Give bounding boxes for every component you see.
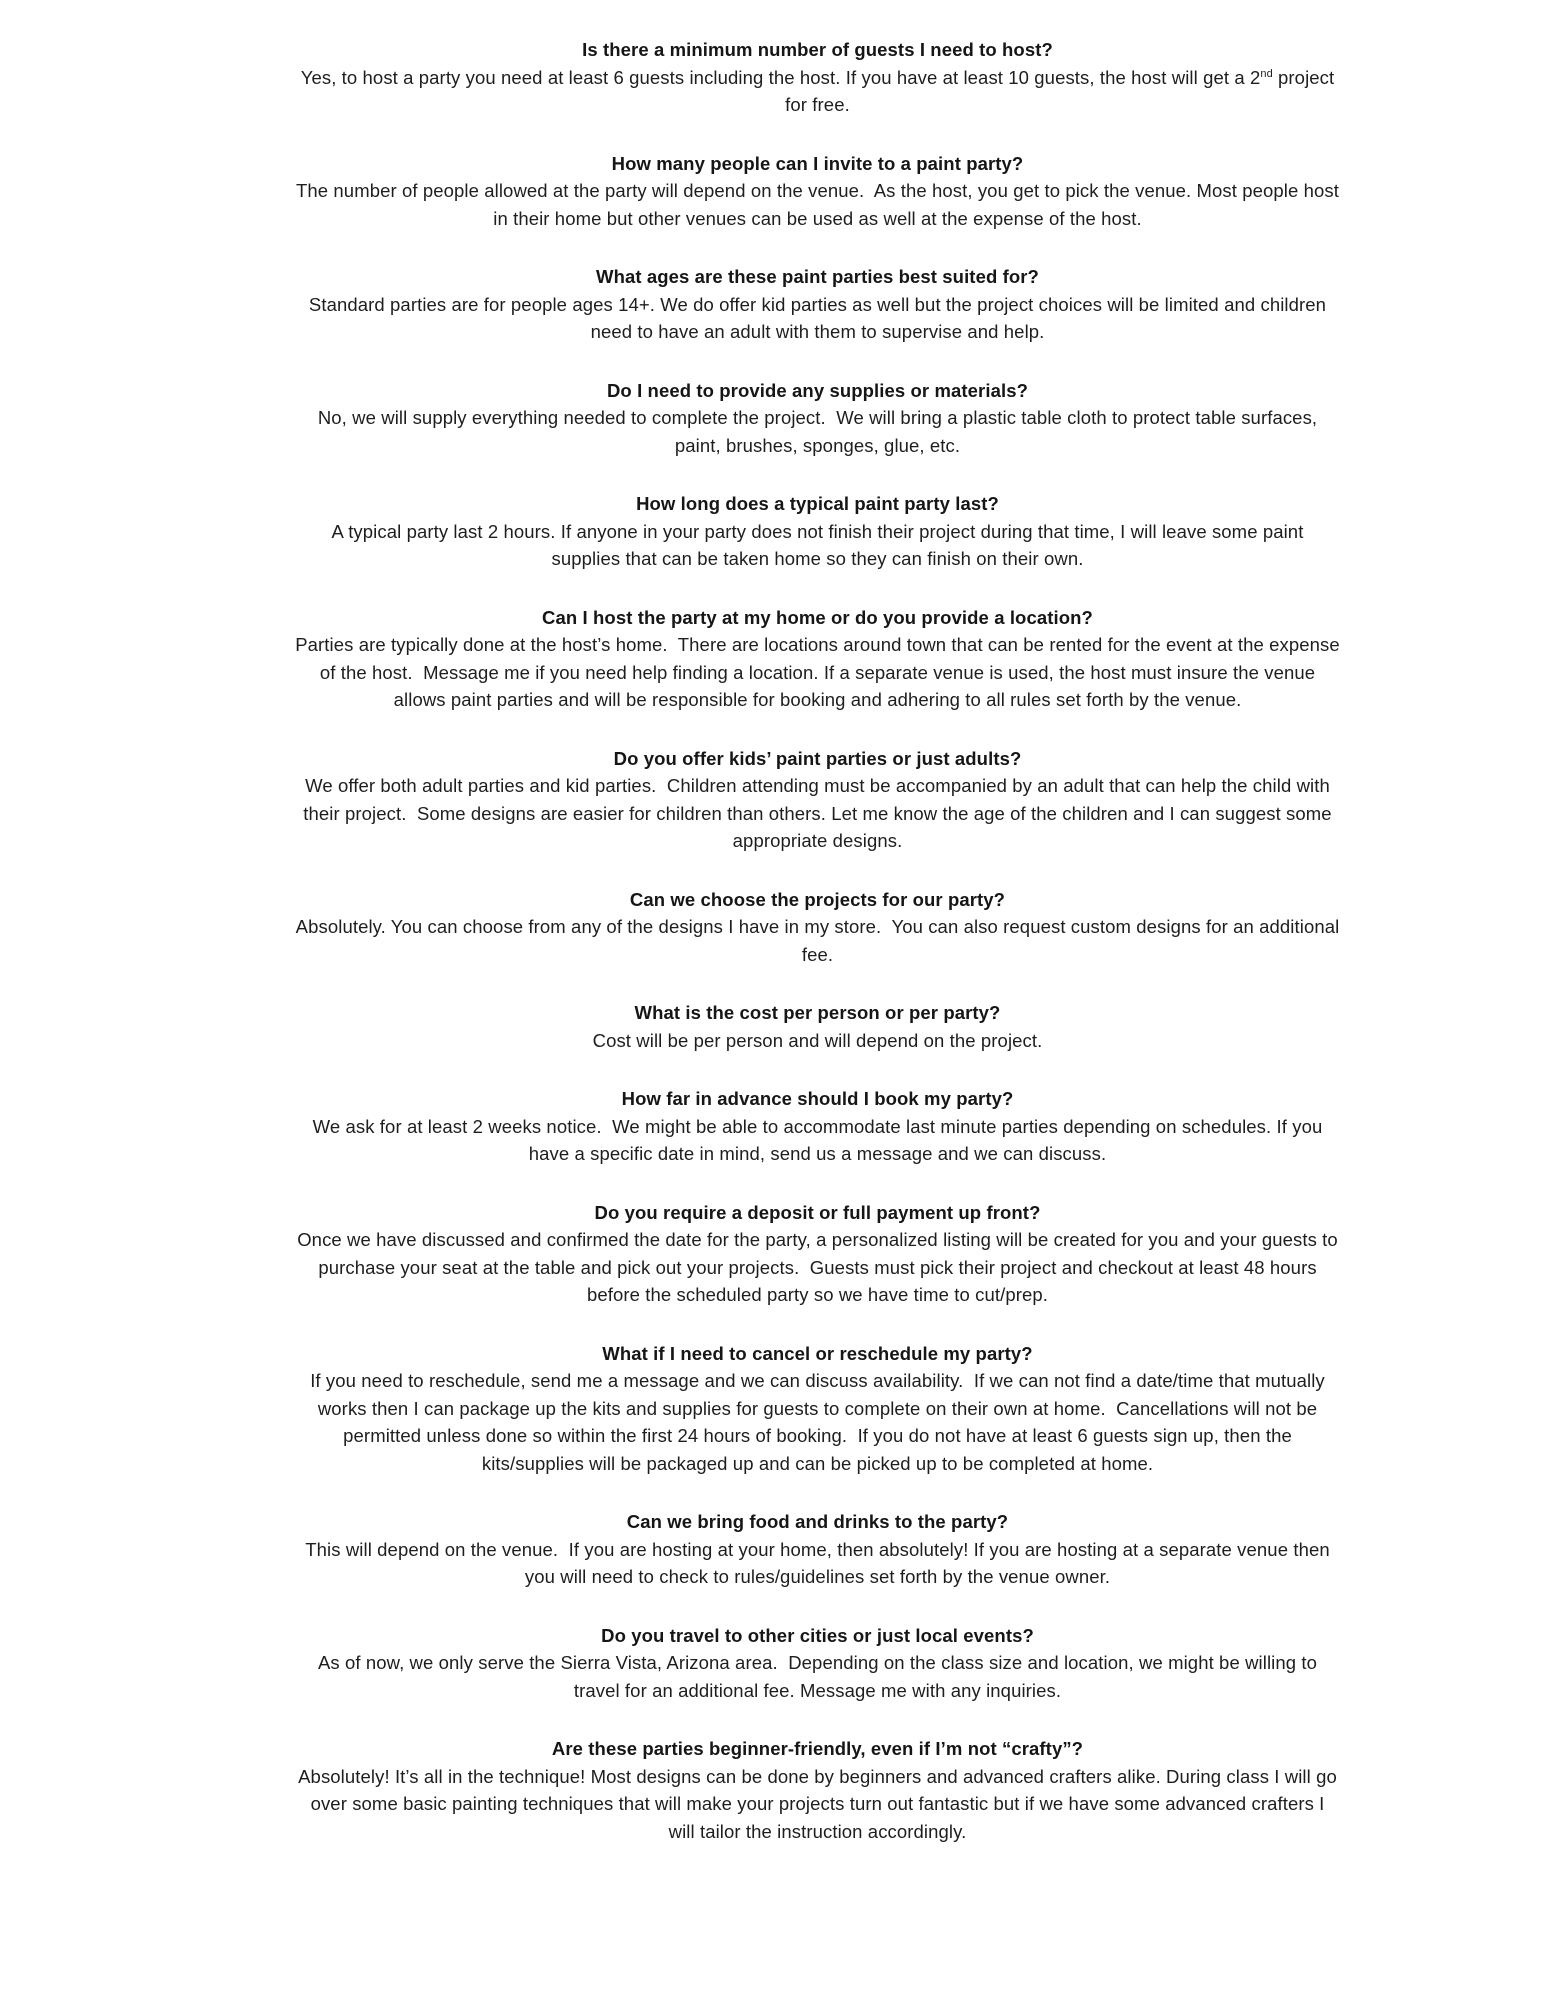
answer-text: Absolutely. You can choose from any of the designs I have in my store. You can also request custom designs for an additional fee. [295, 916, 1345, 965]
question-heading: Are these parties beginner-friendly, even if I’m not “crafty”? [551, 1738, 1084, 1759]
answer-text [295, 64, 1340, 119]
answer-text: Once we have discussed and confirmed the date for the party, a personalized listing will be created for you and your guests to purchase your seat at the table and pick out your projects. Guests must pick their project and checkout at least 48 hours before the scheduled party so we have time to cut/prep. [297, 1229, 1344, 1305]
answer-text: Parties are typically done at the host’s home. There are locations around town that can be rented for the event at the expense of the host. Message me if you need help finding a location. If a separate venue is used, the host must insure the venue allows paint parties and will be responsible for booking and adhering to all rules set forth by the venue. [295, 634, 1346, 710]
answer-text: Standard parties are for people ages 14+. We do offer kid parties as well but the project choices will be limited and children need to have an adult with them to supervise and help. [308, 293, 1332, 342]
answer-text: If you need to reschedule, send me a message and we can discuss availability. If we can not find a date/time that mutually works then I can package up the kits and supplies for guests to complete on their own at home. Cancellations will not be permitted unless done so within the first 24 hours of booking. If you do not have at least 6 guests sign up, then the kits/supplies will be packaged up and can be picked up to be completed at home. [310, 1370, 1331, 1474]
question-heading: How far in advance should I book my party? [621, 1088, 1014, 1109]
question-heading: Is there a minimum number of guests I need to host? [582, 39, 1053, 60]
question-heading: Can we bring food and drinks to the party? [626, 1511, 1009, 1532]
answer-text: We ask for at least 2 weeks notice. We might be able to accommodate last minute parties depending on schedules. If you have a specific date in mind, send us a message and we can discuss. [312, 1115, 1328, 1164]
faq-document [295, 0, 1346, 1845]
qa-block-choose-projects [295, 886, 1345, 969]
qa-block-kids-parties [295, 745, 1340, 855]
question-heading: How many people can I invite to a paint party? [611, 152, 1024, 174]
question-heading: What is the cost per person or per party? [634, 1002, 1001, 1023]
qa-block-supplies [295, 377, 1340, 460]
answer-text: Cost will be per person and will depend on the project. [592, 1029, 1043, 1051]
qa-block-location [295, 604, 1346, 714]
qa-block-food-drinks [295, 1508, 1340, 1591]
qa-block-deposit [295, 1199, 1344, 1309]
question-heading: Do you require a deposit or full payment up front? [594, 1201, 1041, 1223]
qa-block-min-guests [295, 36, 1340, 119]
answer-text: As of now, we only serve the Sierra Vista, Arizona area. Depending on the class size and location, we might be willing to travel for an additional fee. Message me with any inquiries. [317, 1652, 1323, 1701]
answer-text: We offer both adult parties and kid parties. Children attending must be accompanied by an adult that can help the child with their project. Some designs are easier for children than others. Let me know the age of the children and I can suggest some appropriate designs. [303, 775, 1337, 851]
question-heading: How long does a typical paint party last? [636, 493, 999, 514]
question-heading: Can I host the party at my home or do you provide a location? [542, 606, 1093, 628]
answer-text: This will depend on the venue. If you are hosting at your home, then absolutely! If you are hosting at a separate venue then you will need to check to rules/guidelines set forth by the venue owner. [305, 1538, 1335, 1587]
question-heading: What ages are these paint parties best suited for? [596, 266, 1039, 287]
answer-text: No, we will supply everything needed to complete the project. We will bring a plastic table cloth to protect table surfaces, paint, brushes, sponges, glue, etc. [317, 407, 1323, 456]
answer-text: The number of people allowed at the party will depend on the venue. As the host, you get to pick the venue. Most people host in their home but other venues can be used as well at the expense of the host. [296, 180, 1345, 229]
question-heading: Can we choose the projects for our party? [629, 888, 1006, 910]
question-heading: Do I need to provide any supplies or materials? [606, 379, 1029, 401]
qa-block-ages [295, 263, 1340, 346]
question-heading: Do you offer kids’ paint parties or just adults? [613, 747, 1022, 769]
answer-text-part: project for free. [785, 66, 1340, 115]
qa-block-beginner-friendly [295, 1735, 1343, 1845]
qa-block-duration [295, 490, 1340, 573]
qa-block-cancel-reschedule [295, 1340, 1340, 1478]
answer-text: A typical party last 2 hours. If anyone in your party does not finish their project during that time, I will leave some paint supplies that can be taken home so they can finish on their own. [331, 520, 1309, 569]
qa-block-cost [295, 999, 1340, 1054]
answer-text: Absolutely! It’s all in the technique! Most designs can be done by beginners and advanced crafters alike. During class I will go over some basic painting techniques that will make your projects turn out fantastic but if we have some advanced crafters I will tailor the instruction accordingly. [298, 1765, 1343, 1842]
answer-text-part: Yes, to host a party you need at least 6 guests including the host. If you have at least 10 guests, the host will get a 2 [300, 66, 1261, 88]
question-heading: Do you travel to other cities or just local events? [601, 1624, 1034, 1646]
question-heading: What if I need to cancel or reschedule my party? [602, 1342, 1033, 1364]
qa-block-invite-count [295, 150, 1345, 233]
qa-block-travel [295, 1622, 1340, 1705]
qa-block-advance-booking [295, 1085, 1340, 1168]
ordinal-suffix: nd [1260, 67, 1273, 80]
